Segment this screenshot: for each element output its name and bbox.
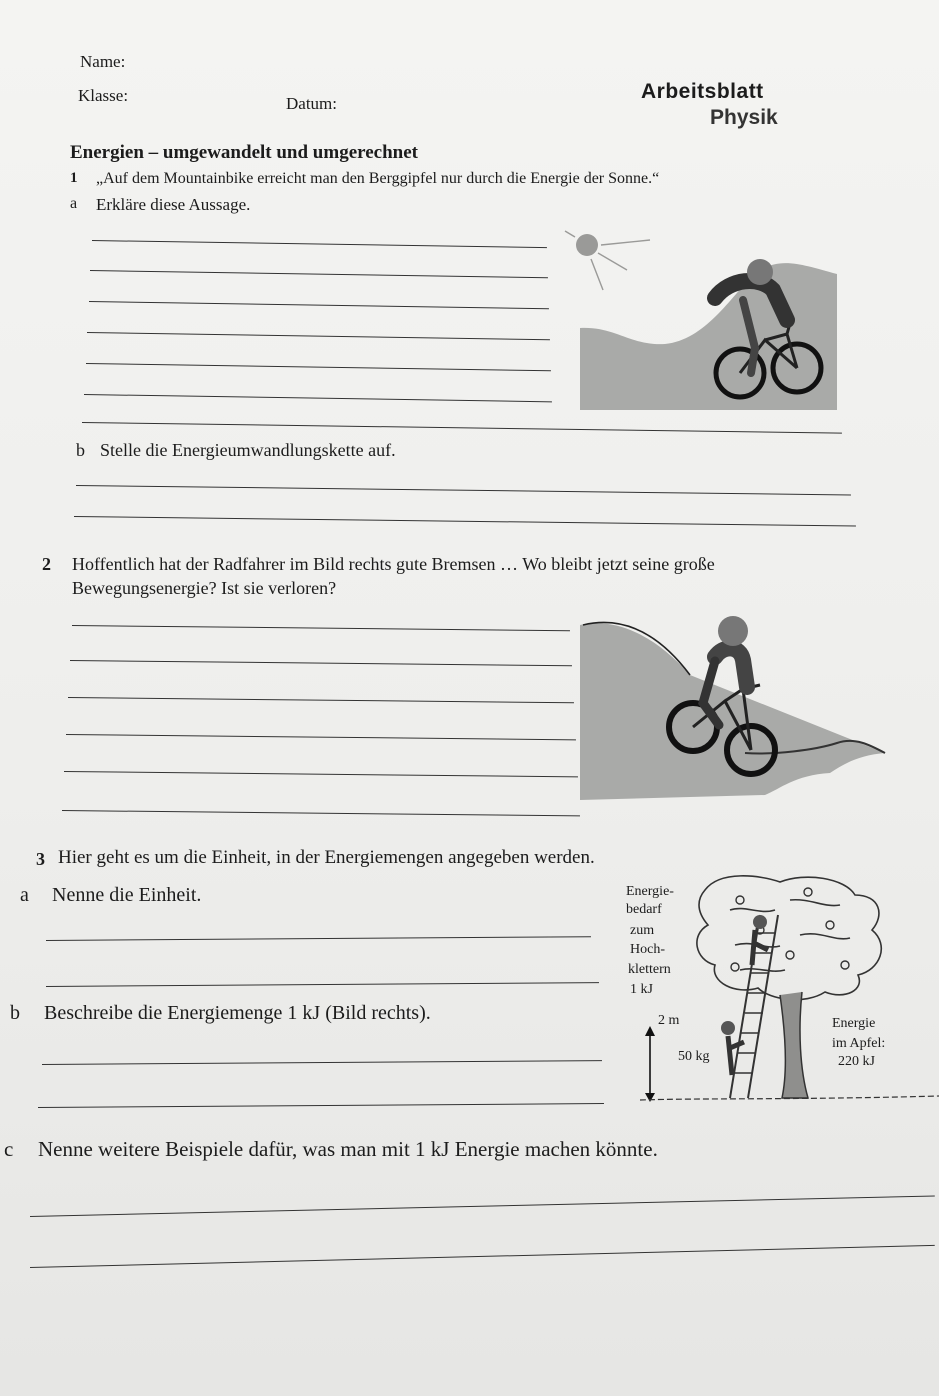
apple-tree-illustration	[640, 870, 939, 1110]
downhill-biker-illustration	[575, 605, 895, 805]
subject: Physik	[710, 106, 778, 129]
name-label: Name:	[80, 52, 126, 71]
apple-energy-line: im Apfel:	[832, 1036, 886, 1051]
answer-line[interactable]	[90, 270, 548, 278]
answer-line[interactable]	[42, 1060, 602, 1065]
task3c-letter: c	[4, 1137, 14, 1161]
answer-line[interactable]	[46, 936, 591, 941]
answer-line[interactable]	[84, 394, 552, 402]
apple-energy-line: 220 kJ	[838, 1054, 875, 1069]
answer-line[interactable]	[74, 516, 856, 527]
answer-line[interactable]	[68, 697, 574, 703]
task3b-letter: b	[10, 1002, 20, 1024]
tree-height-label: 2 m	[658, 1013, 680, 1028]
mountain-biker-illustration	[555, 228, 845, 418]
task2-number: 2	[42, 554, 51, 574]
date-label: Datum:	[286, 94, 337, 113]
answer-line[interactable]	[76, 485, 851, 495]
answer-line[interactable]	[66, 734, 576, 740]
answer-line[interactable]	[64, 771, 578, 777]
task1-quote: „Auf dem Mountainbike erreicht man den Berggipfel nur durch die Energie der Sonne.“	[96, 170, 660, 187]
answer-line[interactable]	[87, 332, 550, 340]
task2-line1: Hoffentlich hat der Radfahrer im Bild rechts gute Bremsen … Wo bleibt jetzt seine große	[72, 554, 715, 574]
answer-line[interactable]	[38, 1103, 604, 1108]
page-title: Energien – umgewandelt und umgerechnet	[70, 142, 418, 163]
tree-label-line: klettern	[628, 962, 671, 977]
tree-label-line: Energie-	[626, 884, 674, 899]
answer-line[interactable]	[62, 810, 580, 816]
answer-line[interactable]	[72, 625, 570, 631]
answer-line[interactable]	[70, 660, 572, 666]
answer-line[interactable]	[30, 1195, 935, 1217]
sheet-type: Arbeitsblatt	[641, 80, 764, 103]
task3c-text: Nenne weitere Beispiele dafür, was man mit 1 kJ Energie machen könnte.	[38, 1137, 658, 1161]
answer-line[interactable]	[92, 240, 547, 248]
task1a-text: Erkläre diese Aussage.	[96, 195, 251, 214]
task3a-letter: a	[20, 884, 29, 906]
task1b-letter: b	[76, 440, 85, 460]
tree-mass-label: 50 kg	[678, 1049, 710, 1064]
task1b-text: Stelle die Energieumwandlungskette auf.	[100, 440, 396, 460]
task3a-text: Nenne die Einheit.	[52, 884, 202, 906]
task3-number: 3	[36, 849, 45, 869]
tree-label-line: bedarf	[626, 902, 662, 917]
class-label: Klasse:	[78, 86, 129, 105]
task1-number: 1	[70, 170, 78, 186]
task3-intro: Hier geht es um die Einheit, in der Energiemengen angegeben werden.	[58, 847, 595, 868]
answer-line[interactable]	[46, 982, 599, 987]
apple-energy-line: Energie	[832, 1016, 876, 1031]
task3b-text: Beschreibe die Energiemenge 1 kJ (Bild rechts).	[44, 1002, 431, 1024]
task2-line2: Bewegungsenergie? Ist sie verloren?	[72, 578, 337, 598]
answer-line[interactable]	[30, 1245, 935, 1268]
task1a-letter: a	[70, 195, 78, 212]
answer-line[interactable]	[86, 363, 551, 371]
tree-label-line: Hoch-	[630, 942, 665, 957]
answer-line[interactable]	[82, 422, 842, 434]
tree-label-line: 1 kJ	[630, 982, 653, 997]
tree-label-line: zum	[630, 923, 655, 938]
answer-line[interactable]	[89, 301, 549, 309]
